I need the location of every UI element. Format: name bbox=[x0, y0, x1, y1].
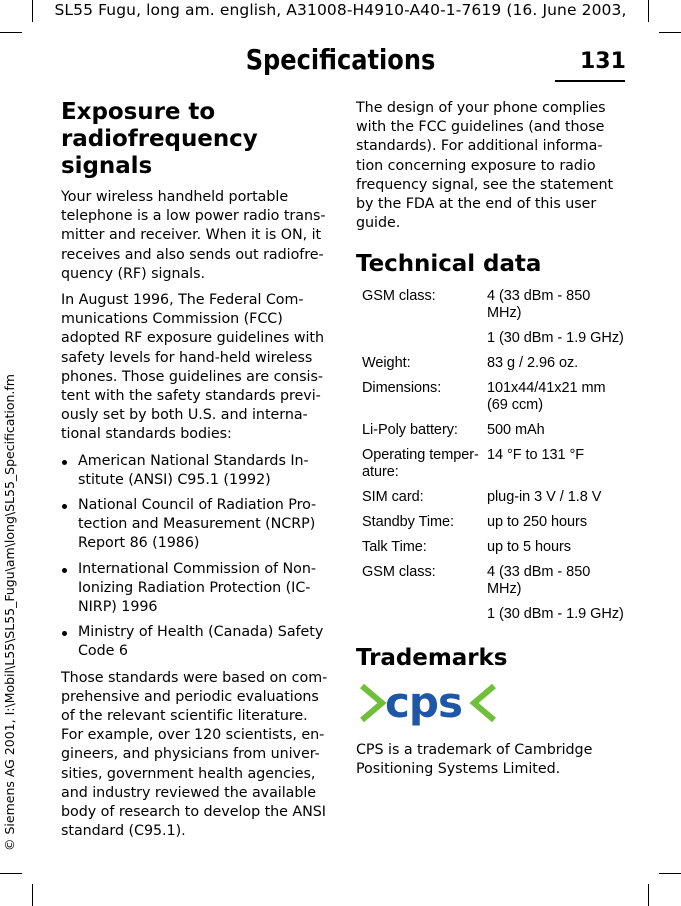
running-header: SL55 Fugu, long am. english, A31008-H4910-A40-1-7619 (16. June 2003, bbox=[54, 1, 627, 19]
section-heading-trademarks: Trademarks bbox=[356, 645, 508, 672]
spec-row: Operating temper- ature: 14 °F to 131 °F bbox=[362, 447, 585, 481]
right-column bbox=[356, 99, 626, 786]
text-line: munications Commission (FCC) bbox=[61, 311, 283, 328]
text-line: tion concerning exposure to radio bbox=[356, 157, 596, 174]
text-line: of the relevant scientific literature. bbox=[61, 708, 308, 725]
text-line: sities, government health agencies, bbox=[61, 765, 316, 782]
side-file-path: © Siemens AG 2001, I:\Mobil\L55\SL55_Fugu\am\long\SL55_Specification.fm bbox=[2, 374, 17, 851]
text-line: standard (C95.1). bbox=[61, 823, 186, 840]
logo-wordmark: cps bbox=[385, 680, 462, 727]
text-line: Those standards were based on com- bbox=[61, 669, 328, 686]
text-line: quency (RF) signals. bbox=[61, 265, 206, 282]
text-line: standards). For additional informa- bbox=[356, 138, 603, 155]
text-line: ously set by both U.S. and interna- bbox=[61, 407, 308, 424]
left-column bbox=[61, 99, 329, 849]
text-line: prehensive and periodic evaluations bbox=[61, 688, 319, 705]
text-line: phones. Those guidelines are consis- bbox=[61, 368, 323, 385]
crop-mark bbox=[32, 884, 33, 906]
paragraph bbox=[61, 188, 329, 284]
paragraph bbox=[61, 669, 329, 842]
crop-mark bbox=[659, 873, 681, 874]
list-item: International Commission of Non- Ionizing Radiation Protection (IC- NIRP) 1996 bbox=[61, 560, 329, 618]
list-item: Ministry of Health (Canada) Safety Code 6 bbox=[61, 623, 329, 661]
section-heading-exposure bbox=[61, 99, 329, 180]
text-line: mitter and receiver. When it is ON, it bbox=[61, 227, 322, 244]
crop-mark bbox=[659, 32, 681, 33]
spec-row: GSM class: 4 (33 dBm - 850 MHz) 1 (30 dBm - 1.9 GHz) bbox=[362, 288, 624, 347]
spec-row: Weight: 83 g / 2.96 oz. bbox=[362, 355, 579, 372]
text-line: and industry reviewed the available bbox=[61, 784, 317, 801]
spec-row: GSM class: 4 (33 dBm - 850 MHz) 1 (30 dBm - 1.9 GHz) bbox=[362, 564, 624, 623]
text-line: Positioning Systems Limited. bbox=[356, 760, 561, 777]
text-line: CPS is a trademark of Cambridge bbox=[356, 741, 593, 758]
text-line: guide. bbox=[356, 215, 401, 232]
text-line: safety levels for hand-held wireless bbox=[61, 349, 313, 366]
crop-mark bbox=[648, 884, 649, 906]
standards-list bbox=[61, 452, 329, 662]
text-line: body of research to develop the ANSI bbox=[61, 804, 326, 821]
text-line: tional standards bodies: bbox=[61, 426, 232, 443]
paragraph bbox=[356, 99, 626, 233]
text-line: For example, over 120 scientists, en- bbox=[61, 727, 325, 744]
cps-logo-icon bbox=[358, 680, 498, 726]
text-line: frequency signal, see the statement bbox=[356, 176, 614, 193]
section-heading-technical-data: Technical data bbox=[356, 251, 542, 278]
text-line: telephone is a low power radio trans- bbox=[61, 208, 326, 225]
text-line: receives and also sends out radiofre- bbox=[61, 246, 324, 263]
spec-row: Standby Time: up to 250 hours bbox=[362, 514, 588, 531]
spec-row: SIM card: plug-in 3 V / 1.8 V bbox=[362, 489, 602, 506]
text-line: gineers, and physicians from univer- bbox=[61, 746, 320, 763]
list-item: American National Standards In- stitute (ANSI) C95.1 (1992) bbox=[61, 452, 329, 490]
title-underline bbox=[555, 80, 625, 82]
spec-row: Li-Poly battery: 500 mAh bbox=[362, 422, 545, 439]
chevron-left-icon bbox=[474, 686, 494, 720]
text-line: adopted RF exposure guidelines with bbox=[61, 330, 324, 347]
text-line: The design of your phone complies bbox=[356, 100, 606, 116]
text-line: In August 1996, The Federal Com- bbox=[61, 292, 304, 309]
heading-line: Exposure to bbox=[61, 99, 216, 125]
page-title: Specifications bbox=[245, 43, 436, 76]
text-line: Your wireless handheld portable bbox=[61, 189, 289, 205]
text-line: by the FDA at the end of this user bbox=[356, 196, 597, 213]
paragraph bbox=[356, 741, 626, 779]
text-line: tent with the safety standards previ- bbox=[61, 388, 321, 405]
text-line: with the FCC guidelines (and those bbox=[356, 119, 605, 136]
list-item: National Council of Radiation Pro- tection and Measurement (NCRP) Report 86 (1986) bbox=[61, 496, 329, 554]
crop-mark bbox=[0, 873, 22, 874]
page-number: 131 bbox=[580, 49, 626, 74]
crop-mark bbox=[0, 32, 22, 33]
spec-row: Dimensions: 101x44/41x21 mm (69 ccm) bbox=[362, 380, 606, 414]
heading-line: radiofrequency signals bbox=[61, 126, 258, 179]
spec-table bbox=[362, 288, 626, 623]
paragraph bbox=[61, 291, 329, 445]
chevron-right-icon bbox=[362, 686, 382, 720]
spec-row: Talk Time: up to 5 hours bbox=[362, 539, 571, 556]
